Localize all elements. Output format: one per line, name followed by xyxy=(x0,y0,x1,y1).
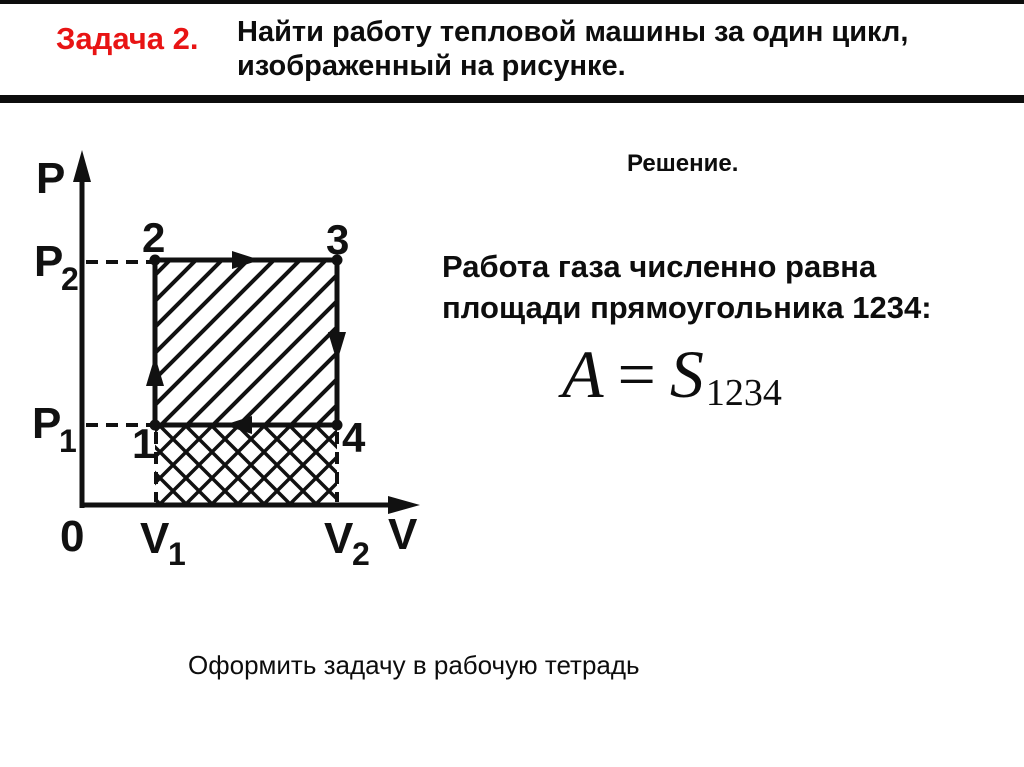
point-4-dot xyxy=(332,420,343,431)
task-statement-line1: Найти работу тепловой машины за один цикл, xyxy=(237,16,909,48)
vertex-1-label: 1 xyxy=(132,420,156,467)
v2-tick-subscript: 2 xyxy=(352,536,370,570)
y-axis-label: P xyxy=(36,154,66,203)
top-border-line xyxy=(0,0,1024,4)
x-axis-label: V xyxy=(388,510,418,559)
p2-tick-subscript: 2 xyxy=(61,261,79,297)
formula-equals: = xyxy=(617,336,656,412)
origin-label: 0 xyxy=(60,512,85,561)
formula-lhs: A xyxy=(562,336,604,412)
crosshatched-area xyxy=(155,425,337,503)
solution-title: Решение. xyxy=(627,150,739,177)
work-formula xyxy=(562,336,782,415)
v2-tick-label: V xyxy=(324,514,354,563)
v1-tick-label: V xyxy=(140,514,170,563)
vertex-4-label: 4 xyxy=(342,414,366,461)
header-divider-line xyxy=(0,95,1024,103)
p1-tick-label: P xyxy=(32,399,62,448)
task-statement xyxy=(237,15,997,83)
p2-tick-label: P xyxy=(34,237,64,286)
vertex-2-label: 2 xyxy=(142,214,166,261)
homework-note: Оформить задачу в рабочую тетрадь xyxy=(188,650,640,680)
solution-paragraph-line2: площади прямоугольника 1234: xyxy=(442,290,932,325)
formula-rhs: S xyxy=(669,336,704,412)
pv-diagram xyxy=(30,140,430,570)
task-statement-line2: изображенный на рисунке. xyxy=(237,50,626,82)
cycle-rectangle xyxy=(155,260,337,425)
solution-paragraph-line1: Работа газа численно равна xyxy=(442,249,877,284)
task-number-label: Задача 2. xyxy=(56,21,199,56)
p1-tick-subscript: 1 xyxy=(59,423,77,459)
solution-paragraph xyxy=(442,246,962,328)
vertex-3-label: 3 xyxy=(326,216,350,263)
v1-tick-subscript: 1 xyxy=(168,536,186,570)
formula-subscript: 1234 xyxy=(705,372,782,415)
y-axis-arrowhead xyxy=(73,150,91,182)
